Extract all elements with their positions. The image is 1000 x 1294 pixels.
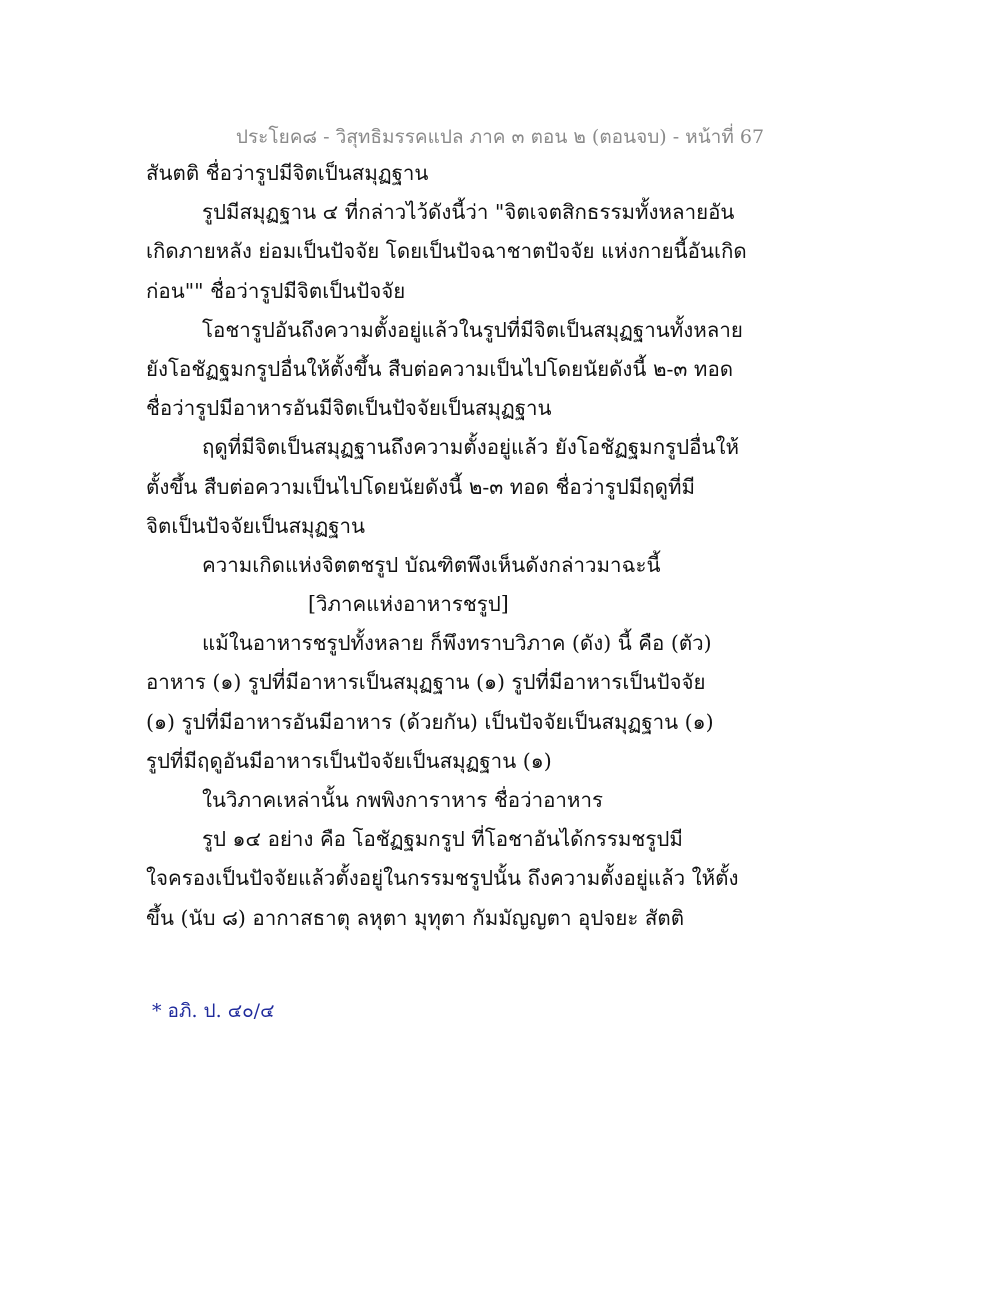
running-header: ประโยค๘ - วิสุทธิมรรคแปล ภาค ๓ ตอน ๒ (ตอนจบ) - หน้าที่ 67 — [235, 126, 765, 148]
paragraph-line-13: แม้ในอาหารชรูปทั้งหลาย ก็พึงทราบวิภาค (ดัง) นี้ คือ (ตัว) — [202, 631, 712, 656]
text-line-1: สันตติ ชื่อว่ารูปมีจิตเป็นสมุฏฐาน — [146, 161, 429, 185]
footnote: * อภิ. ป. ๔๐/๔ — [152, 1000, 275, 1022]
paragraph-line-18: รูป ๑๔ อย่าง คือ โอชัฏฐมกรูป ที่โอชาอันได้กรรมชรูปมี — [202, 827, 683, 852]
text-line-19: ใจครองเป็นปัจจัยแล้วตั้งอยู่ในกรรมชรูปนั้น ถึงความตั้งอยู่แล้ว ให้ตั้ง — [146, 866, 739, 891]
text-line-7: ชื่อว่ารูปมีอาหารอันมีจิตเป็นปัจจัยเป็นสมุฏฐาน — [146, 396, 552, 421]
paragraph-line-8: ฤดูที่มีจิตเป็นสมุฏฐานถึงความตั้งอยู่แล้ว ยังโอชัฏฐมกรูปอื่นให้ — [202, 435, 739, 460]
text-line-10: จิตเป็นปัจจัยเป็นสมุฏฐาน — [146, 513, 366, 538]
text-line-9: ตั้งขึ้น สืบต่อความเป็นไปโดยนัยดังนี้ ๒-๓ ทอด ชื่อว่ารูปมีฤดูที่มี — [146, 474, 695, 499]
text-line-6: ยังโอชัฏฐมกรูปอื่นให้ตั้งขึ้น สืบต่อความเป็นไปโดยนัยดังนี้ ๒-๓ ทอด — [146, 356, 734, 381]
text-line-16: รูปที่มีฤดูอันมีอาหารเป็นปัจจัยเป็นสมุฏฐาน (๑) — [146, 748, 552, 773]
paragraph-line-2: รูปมีสมุฏฐาน ๔ ที่กล่าวไว้ดังนี้ว่า "จิตเจตสิกธรรมทั้งหลายอัน — [202, 200, 735, 225]
paragraph-line-5: โอชารูปอันถึงความตั้งอยู่แล้วในรูปที่มีจิตเป็นสมุฏฐานทั้งหลาย — [202, 317, 743, 342]
text-line-3: เกิดภายหลัง ย่อมเป็นปัจจัย โดยเป็นปัจฉาชาตปัจจัย แห่งกายนี้อันเกิด — [146, 239, 747, 264]
paragraph-line-11: ความเกิดแห่งจิตตชรูป บัณฑิตพึงเห็นดังกล่าวมาฉะนี้ — [202, 552, 661, 577]
paragraph-line-17: ในวิภาคเหล่านั้น กพพิงการาหาร ชื่อว่าอาหาร — [202, 788, 603, 812]
section-heading: [วิภาคแห่งอาหารชรูป] — [308, 592, 509, 617]
text-line-15: (๑) รูปที่มีอาหารอันมีอาหาร (ด้วยกัน) เป็นปัจจัยเป็นสมุฏฐาน (๑) — [146, 709, 714, 734]
text-line-4: ก่อน"" ชื่อว่ารูปมีจิตเป็นปัจจัย — [146, 278, 406, 303]
text-line-14: อาหาร (๑) รูปที่มีอาหารเป็นสมุฏฐาน (๑) รูปที่มีอาหารเป็นปัจจัย — [146, 670, 706, 695]
body-text — [146, 154, 866, 938]
text-line-20: ขึ้น (นับ ๘) อากาสธาตุ ลหุตา มุทุตา กัมมัญญตา อุปจยะ สัตติ — [146, 905, 685, 930]
